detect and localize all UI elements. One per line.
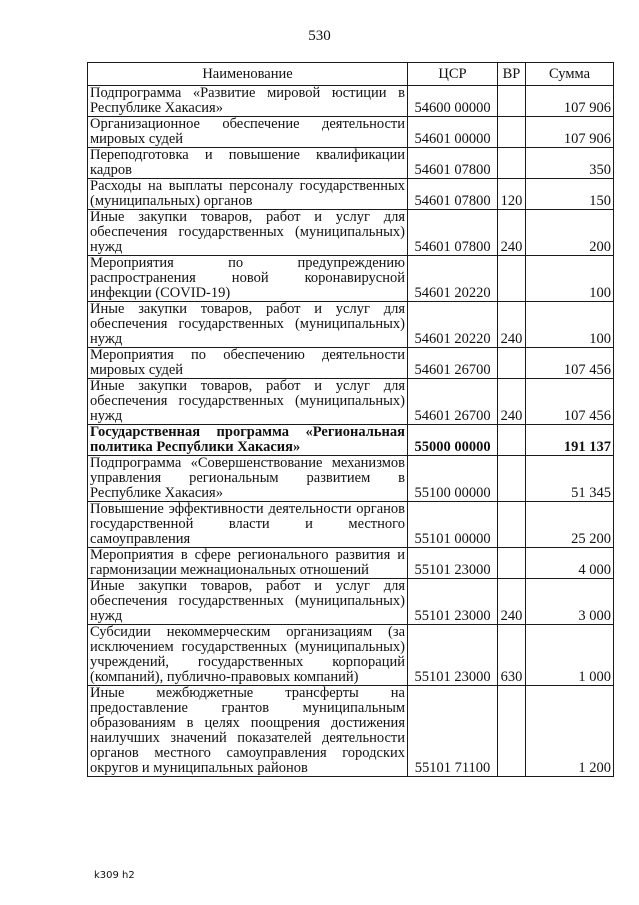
cell-name: Иные закупки товаров, работ и услуг для обеспечения государственных (муниципальных) нужд bbox=[88, 210, 408, 256]
cell-name: Мероприятия по обеспечению деятельности мировых судей bbox=[88, 348, 408, 379]
cell-name: Субсидии некоммерческим организациям (за исключением государственных (муниципальных) учреждений, государственных корпораций (компаний), публично-правовых компаний) bbox=[88, 625, 408, 686]
cell-sum: 1 200 bbox=[526, 686, 614, 777]
cell-csr: 54601 26700 bbox=[408, 379, 498, 425]
cell-csr: 54601 20220 bbox=[408, 256, 498, 302]
cell-name: Подпрограмма «Совершенствование механизмов управления региональным развитием в Республике Хакасия» bbox=[88, 456, 408, 502]
header-sum: Сумма bbox=[526, 63, 614, 86]
cell-sum: 150 bbox=[526, 179, 614, 210]
table-row bbox=[88, 686, 614, 777]
table-row bbox=[88, 625, 614, 686]
cell-vr bbox=[498, 456, 526, 502]
cell-vr: 240 bbox=[498, 579, 526, 625]
cell-name: Государственная программа «Региональная политика Республики Хакасия» bbox=[88, 425, 408, 456]
footer-code: k309 h2 bbox=[94, 870, 135, 881]
cell-sum: 4 000 bbox=[526, 548, 614, 579]
table-row bbox=[88, 502, 614, 548]
cell-name: Мероприятия в сфере регионального развития и гармонизации межнациональных отношений bbox=[88, 548, 408, 579]
table-row bbox=[88, 256, 614, 302]
table-row bbox=[88, 425, 614, 456]
table-header-row bbox=[88, 63, 614, 86]
cell-csr: 54601 26700 bbox=[408, 348, 498, 379]
header-vr: ВР bbox=[498, 63, 526, 86]
table-row bbox=[88, 210, 614, 256]
cell-name: Иные закупки товаров, работ и услуг для обеспечения государственных (муниципальных) нужд bbox=[88, 302, 408, 348]
cell-sum: 100 bbox=[526, 302, 614, 348]
table-row bbox=[88, 148, 614, 179]
cell-sum: 107 456 bbox=[526, 379, 614, 425]
cell-vr bbox=[498, 502, 526, 548]
table-row bbox=[88, 379, 614, 425]
cell-vr bbox=[498, 548, 526, 579]
cell-sum: 3 000 bbox=[526, 579, 614, 625]
cell-vr: 630 bbox=[498, 625, 526, 686]
cell-sum: 25 200 bbox=[526, 502, 614, 548]
cell-sum: 1 000 bbox=[526, 625, 614, 686]
cell-vr bbox=[498, 86, 526, 117]
table-row bbox=[88, 86, 614, 117]
cell-csr: 55100 00000 bbox=[408, 456, 498, 502]
table-row bbox=[88, 302, 614, 348]
cell-csr: 54601 20220 bbox=[408, 302, 498, 348]
cell-csr: 54601 07800 bbox=[408, 210, 498, 256]
cell-sum: 51 345 bbox=[526, 456, 614, 502]
cell-vr bbox=[498, 117, 526, 148]
cell-vr: 120 bbox=[498, 179, 526, 210]
table-row bbox=[88, 548, 614, 579]
cell-vr bbox=[498, 256, 526, 302]
cell-name: Иные закупки товаров, работ и услуг для обеспечения государственных (муниципальных) нужд bbox=[88, 579, 408, 625]
table-row bbox=[88, 348, 614, 379]
cell-vr bbox=[498, 686, 526, 777]
cell-vr bbox=[498, 348, 526, 379]
cell-name: Организационное обеспечение деятельности мировых судей bbox=[88, 117, 408, 148]
cell-name: Иные межбюджетные трансферты на предоставление грантов муниципальным образованиям в целях поощрения достижения наилучших значений показателей деятельности органов местного самоуправления городских округов и муниципальных районов bbox=[88, 686, 408, 777]
cell-sum: 200 bbox=[526, 210, 614, 256]
table-body bbox=[88, 86, 614, 777]
cell-sum: 107 906 bbox=[526, 117, 614, 148]
cell-csr: 54601 07800 bbox=[408, 148, 498, 179]
header-csr: ЦСР bbox=[408, 63, 498, 86]
table-row bbox=[88, 117, 614, 148]
cell-csr: 55101 23000 bbox=[408, 579, 498, 625]
cell-name: Расходы на выплаты персоналу государственных (муниципальных) органов bbox=[88, 179, 408, 210]
cell-name: Переподготовка и повышение квалификации кадров bbox=[88, 148, 408, 179]
cell-sum: 107 456 bbox=[526, 348, 614, 379]
cell-csr: 55101 23000 bbox=[408, 625, 498, 686]
cell-csr: 55000 00000 bbox=[408, 425, 498, 456]
cell-vr bbox=[498, 425, 526, 456]
cell-csr: 55101 71100 bbox=[408, 686, 498, 777]
cell-csr: 54600 00000 bbox=[408, 86, 498, 117]
cell-csr: 55101 00000 bbox=[408, 502, 498, 548]
table-row bbox=[88, 179, 614, 210]
cell-sum: 100 bbox=[526, 256, 614, 302]
cell-name: Мероприятия по предупреждению распространения новой коронавирусной инфекции (COVID-19) bbox=[88, 256, 408, 302]
cell-csr: 54601 07800 bbox=[408, 179, 498, 210]
cell-sum: 107 906 bbox=[526, 86, 614, 117]
table-row bbox=[88, 579, 614, 625]
cell-sum: 350 bbox=[526, 148, 614, 179]
cell-name: Повышение эффективности деятельности органов государственной власти и местного самоуправления bbox=[88, 502, 408, 548]
page-number: 530 bbox=[308, 28, 331, 44]
cell-csr: 54601 00000 bbox=[408, 117, 498, 148]
cell-name: Иные закупки товаров, работ и услуг для обеспечения государственных (муниципальных) нужд bbox=[88, 379, 408, 425]
header-name: Наименование bbox=[88, 63, 408, 86]
cell-vr bbox=[498, 148, 526, 179]
cell-vr: 240 bbox=[498, 302, 526, 348]
cell-sum: 191 137 bbox=[526, 425, 614, 456]
cell-vr: 240 bbox=[498, 379, 526, 425]
cell-name: Подпрограмма «Развитие мировой юстиции в Республике Хакасия» bbox=[88, 86, 408, 117]
cell-csr: 55101 23000 bbox=[408, 548, 498, 579]
cell-vr: 240 bbox=[498, 210, 526, 256]
budget-table bbox=[87, 62, 614, 777]
table-row bbox=[88, 456, 614, 502]
